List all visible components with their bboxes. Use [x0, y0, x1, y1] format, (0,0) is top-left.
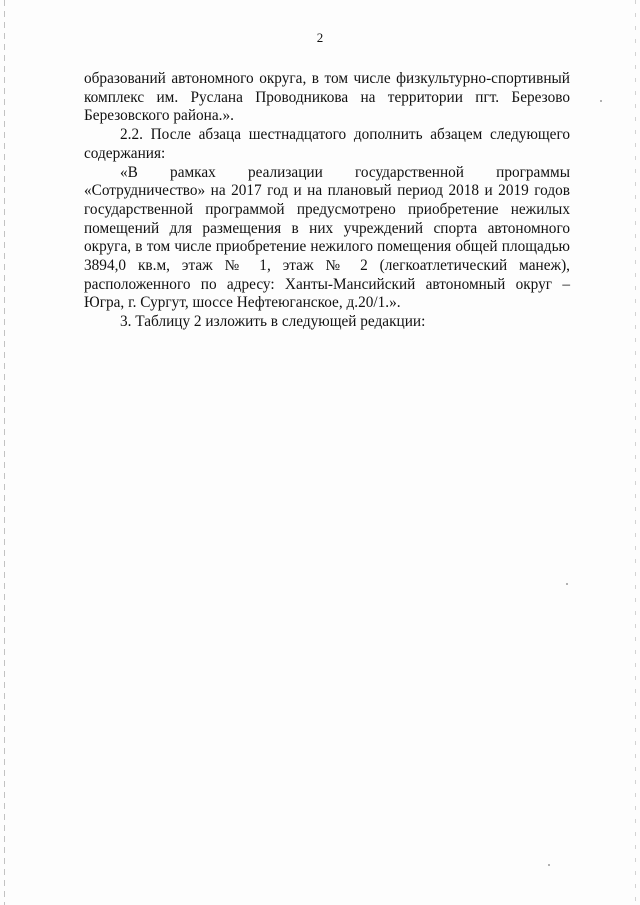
document-body — [84, 70, 570, 332]
paragraph-3: 3. Таблицу 2 изложить в следующей редакции: — [120, 313, 426, 331]
paragraph-2-2: 2.2. После абзаца шестнадцатого дополнить абзацем следующего содержания: — [84, 126, 570, 162]
paragraph-quoted-insert: «В рамках реализации государственной программы «Сотрудничество» на 2017 год и на плановый период 2018 и 2019 годов государственной программой предусмотрено приобретение нежилых помещений для размещения в них учреждений спорта автономного округа, в том числе приобретение нежилого помещения общей площадью 3894,0 кв.м, этаж № 1, этаж № 2 (легкоатлетический манеж), расположенного по адресу: Ханты-Мансийский автономный округ – Югра, г. Сургут, шоссе Нефтеюганское, д.20/1.». — [84, 163, 570, 312]
scan-speck — [548, 864, 550, 866]
scan-left-edge — [4, 0, 5, 905]
page-number: 2 — [316, 30, 324, 45]
paragraph-continuation: образований автономного округа, в том числе физкультурно-спортивный комплекс им. Руслана Проводникова на территории пгт. Березово Березовского района.». — [84, 70, 570, 125]
scan-speck — [566, 583, 568, 585]
scan-speck — [600, 100, 602, 102]
scan-right-edge — [635, 0, 636, 905]
